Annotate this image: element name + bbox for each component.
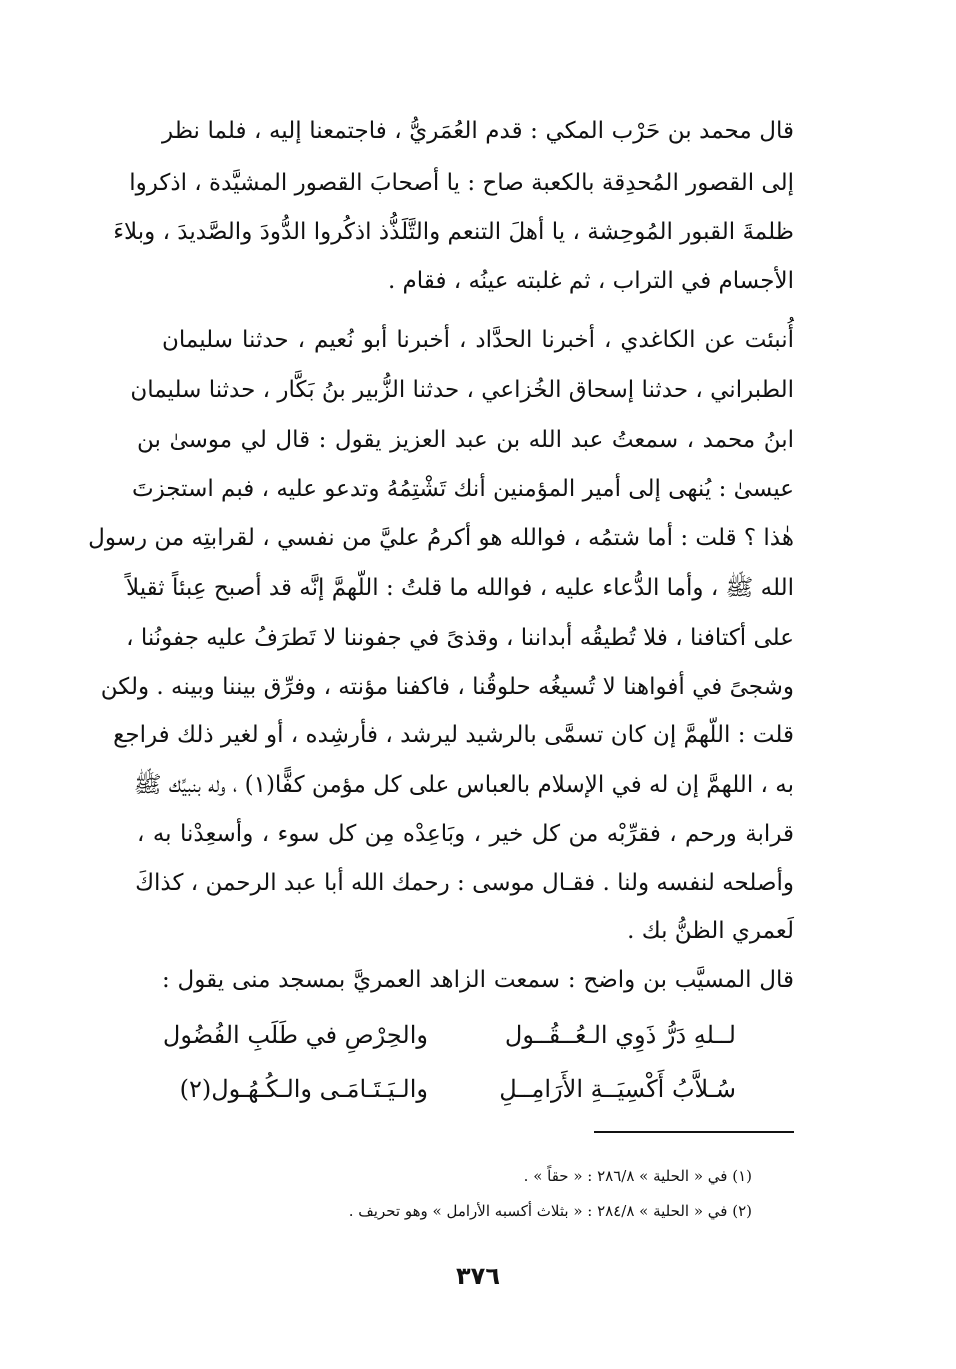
text-line: ظلمةَ القبور المُوحِشة ، يا أهلَ التنعم والتَّلَذُّذ اذكُروا الدُّودَ والصَّديدَ ، وبلاءَ bbox=[113, 219, 794, 245]
text-line: إلى القصور المُحدِقة بالكعبة صاح : يا أصحابَ القصور المشيَّدة ، اذكروا bbox=[129, 170, 794, 196]
text-line: على أكتافنا ، فلا تُطيقُه أبداننا ، وقذىً في جفوننا لا تَطرَفُ عليه جفونُنا ، bbox=[126, 625, 794, 651]
footnote: (٢) في « الحلية » ٢٨٤/٨ : « بثلاث أكسبه الأرامل » وهو تحريف . bbox=[348, 1202, 752, 1220]
text-line: قرابة ورحم ، فقرِّبْه من كل خير ، وبَاعِدْه مِن كل سوء ، وأسعِدْنا به ، bbox=[137, 821, 794, 847]
verse-hemistich: سُـلاَّبُ أَكْسِيَــةِ الأَرَامِــلِ bbox=[499, 1075, 736, 1103]
footnote: (١) في « الحلية » ٢٨٦/٨ : « حقاً » . bbox=[523, 1167, 752, 1185]
text-line: ابنُ محمد ، سمعتُ عبد الله بن عبد العزيز يقول : قال لي موسىٰ بن bbox=[137, 427, 794, 453]
verse-hemistich: والحِرْصِ في طَلَبِ الفُضُول bbox=[162, 1021, 428, 1049]
text-line: به ، اللهمَّ إن له في الإسلام بالعباس على كل مؤمن كفًّا(١) ، وله بنبيِّك ﷺ bbox=[133, 772, 794, 798]
text-line: هٰذا ؟ قلت : أما شتمُه ، فوالله هو أكرمُ عليَّ من نفسي ، لقرابتِه من رسول bbox=[88, 525, 794, 551]
text-line: وشجىً في أفواهنا لا تُسيغُه حلوقُنا ، فاكفنا مؤنته ، وفرِّق بيننا وبينه . ولكن bbox=[100, 674, 794, 700]
text-line: لَعمري الظنُّ بك . bbox=[627, 918, 794, 944]
text-line: عيسىٰ : يُنهى إلى أمير المؤمنين أنك تَشْتِمُهُ وتدعو عليه ، فبم استجزتَ bbox=[131, 476, 794, 502]
text-line: الأجسام في التراب ، ثم غلبته عينُه ، فقام . bbox=[387, 268, 794, 294]
text-line: قال محمد بن حَرْب المكي : قدم العُمَريُّ ، فاجتمعنا إليه ، فلما نظر bbox=[162, 118, 794, 144]
text-line: قلت : اللّهمَّ إن كان تسمَّى بالرشيد ليرشد ، فأرشِده ، أو لغير ذلك فراجع bbox=[113, 722, 794, 748]
page-number: ٣٧٦ bbox=[456, 1262, 500, 1290]
text-line: وأصلحه لنفسه ولنا . فقـال موسى : رحمك الله أبا عبد الرحمن ، كذاكَ bbox=[135, 870, 794, 896]
verse-hemistich: والـيَـتَـامَـى والـكُـهُـول(٢) bbox=[179, 1075, 428, 1103]
text-line: أُنبئت عن الكاغدي ، أخبرنا الحدَّاد ، أخبرنا أبو نُعيم ، حدثنا سليمان bbox=[162, 327, 794, 353]
text-line: قال المسيَّب بن واضح : سمعت الزاهد العمريَّ بمسجد منى يقول : bbox=[162, 967, 794, 993]
footnote-separator bbox=[594, 1131, 794, 1133]
text-line: الطبراني ، حدثنا إسحاق الخُزاعي ، حدثنا الزُّبير بنُ بَكَّار ، حدثنا سليمان bbox=[130, 377, 794, 403]
verse-hemistich: لــلهِ دَرُّ ذَوِي الـعُــقُــول bbox=[504, 1021, 736, 1049]
text-line: الله ﷺ ، وأما الدُّعاء عليه ، فوالله ما قلتُ : اللّهمَّ إنَّه قد أصبح عِبئاً ثقيلاً bbox=[125, 575, 794, 601]
